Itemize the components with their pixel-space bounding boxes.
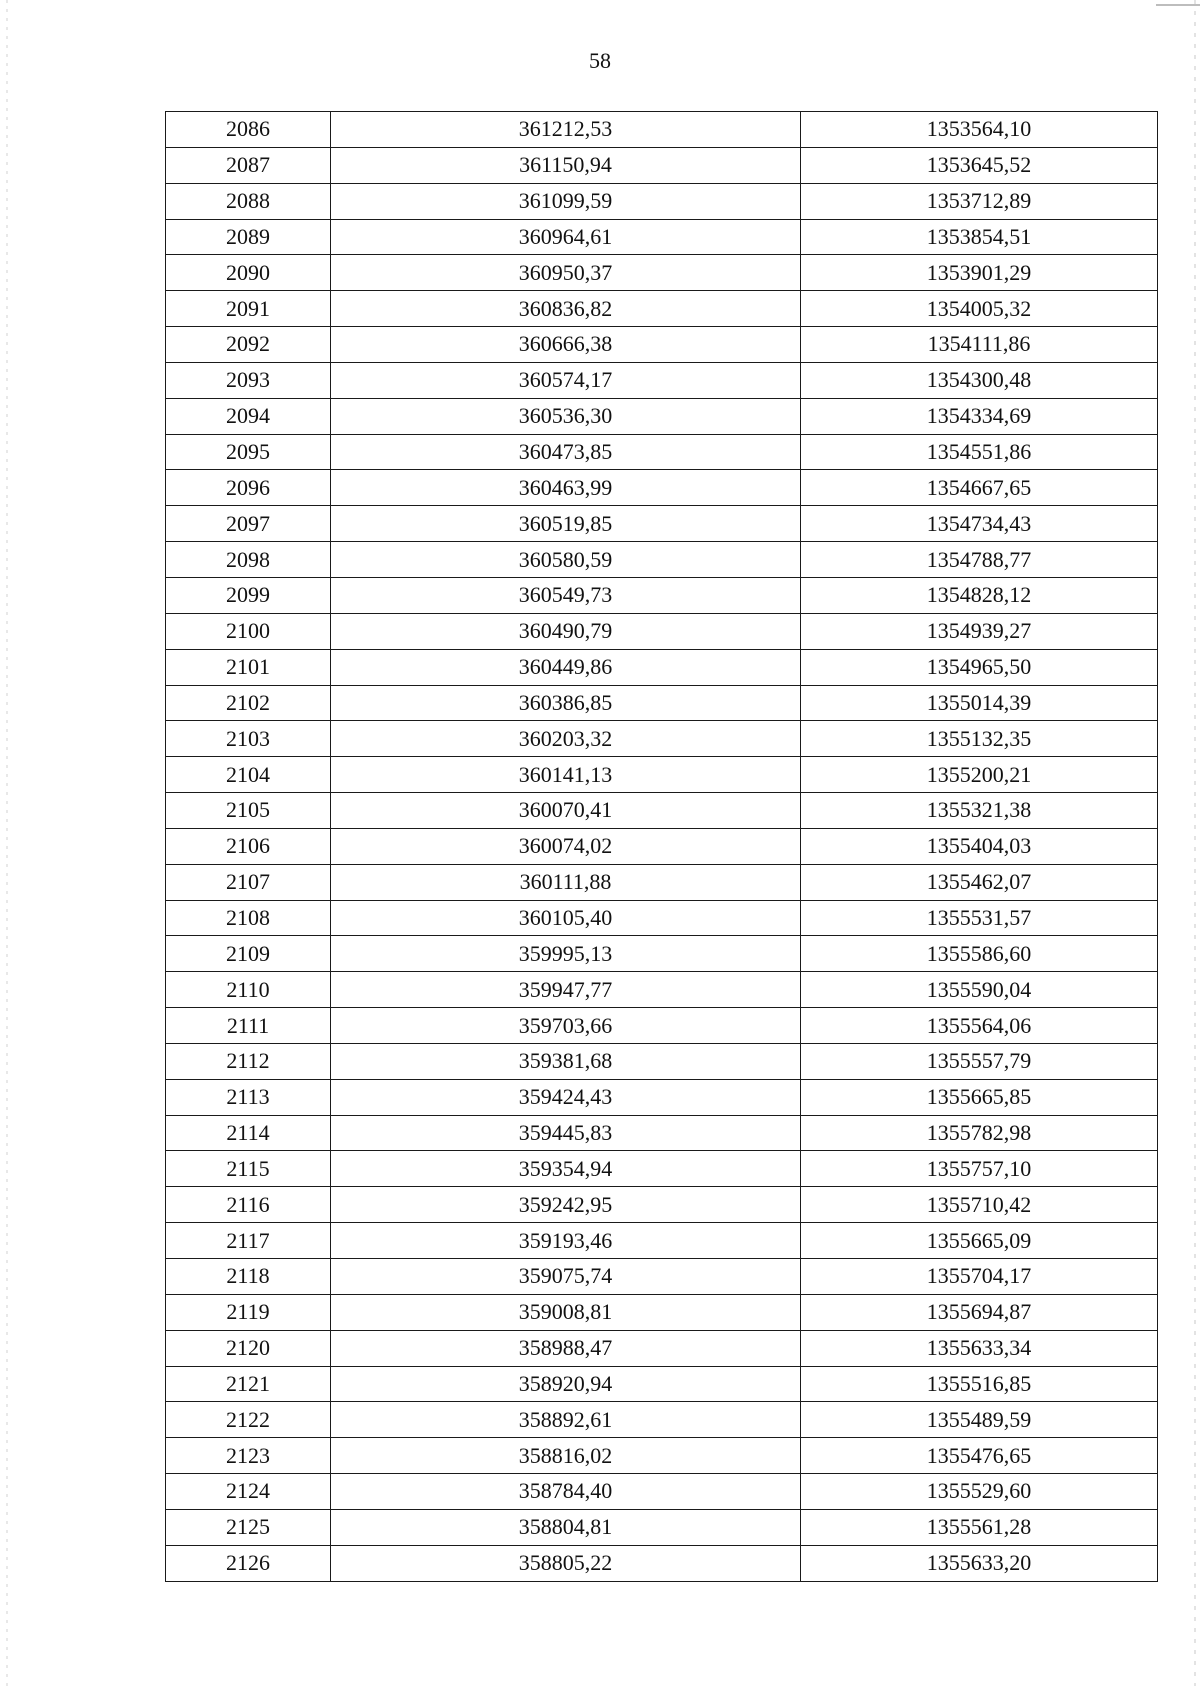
point-number-cell: 2108	[166, 900, 331, 936]
point-number-cell: 2125	[166, 1509, 331, 1545]
table-row	[166, 685, 1158, 721]
y-coordinate-cell: 1355633,34	[801, 1330, 1158, 1366]
y-coordinate-cell: 1354734,43	[801, 506, 1158, 542]
x-coordinate-cell: 359995,13	[331, 936, 801, 972]
x-coordinate-cell: 360964,61	[331, 219, 801, 255]
point-number-cell: 2126	[166, 1545, 331, 1581]
y-coordinate-cell: 1355321,38	[801, 793, 1158, 829]
x-coordinate-cell: 360070,41	[331, 793, 801, 829]
table-row	[166, 1474, 1158, 1510]
coordinates-table-body	[166, 112, 1158, 1582]
table-row	[166, 613, 1158, 649]
table-row	[166, 147, 1158, 183]
x-coordinate-cell: 360519,85	[331, 506, 801, 542]
table-row	[166, 577, 1158, 613]
y-coordinate-cell: 1355462,07	[801, 864, 1158, 900]
y-coordinate-cell: 1354939,27	[801, 613, 1158, 649]
y-coordinate-cell: 1355704,17	[801, 1259, 1158, 1295]
x-coordinate-cell: 358784,40	[331, 1474, 801, 1510]
table-row	[166, 972, 1158, 1008]
x-coordinate-cell: 359703,66	[331, 1008, 801, 1044]
y-coordinate-cell: 1355665,09	[801, 1223, 1158, 1259]
point-number-cell: 2087	[166, 147, 331, 183]
point-number-cell: 2122	[166, 1402, 331, 1438]
x-coordinate-cell: 359424,43	[331, 1079, 801, 1115]
table-row	[166, 900, 1158, 936]
point-number-cell: 2116	[166, 1187, 331, 1223]
y-coordinate-cell: 1355710,42	[801, 1187, 1158, 1223]
y-coordinate-cell: 1355782,98	[801, 1115, 1158, 1151]
table-row	[166, 1438, 1158, 1474]
point-number-cell: 2110	[166, 972, 331, 1008]
table-row	[166, 506, 1158, 542]
table-row	[166, 864, 1158, 900]
table-row	[166, 1330, 1158, 1366]
point-number-cell: 2093	[166, 362, 331, 398]
x-coordinate-cell: 360549,73	[331, 577, 801, 613]
x-coordinate-cell: 360580,59	[331, 542, 801, 578]
y-coordinate-cell: 1354965,50	[801, 649, 1158, 685]
point-number-cell: 2102	[166, 685, 331, 721]
point-number-cell: 2095	[166, 434, 331, 470]
x-coordinate-cell: 358804,81	[331, 1509, 801, 1545]
x-coordinate-cell: 358892,61	[331, 1402, 801, 1438]
table-row	[166, 1545, 1158, 1581]
y-coordinate-cell: 1355516,85	[801, 1366, 1158, 1402]
x-coordinate-cell: 360074,02	[331, 828, 801, 864]
y-coordinate-cell: 1355561,28	[801, 1509, 1158, 1545]
y-coordinate-cell: 1355633,20	[801, 1545, 1158, 1581]
point-number-cell: 2091	[166, 291, 331, 327]
point-number-cell: 2097	[166, 506, 331, 542]
y-coordinate-cell: 1353645,52	[801, 147, 1158, 183]
x-coordinate-cell: 361099,59	[331, 183, 801, 219]
point-number-cell: 2111	[166, 1008, 331, 1044]
table-row	[166, 291, 1158, 327]
scan-edge-right	[1194, 0, 1196, 1686]
scan-edge-left	[6, 0, 8, 1686]
table-row	[166, 183, 1158, 219]
x-coordinate-cell: 360105,40	[331, 900, 801, 936]
y-coordinate-cell: 1355757,10	[801, 1151, 1158, 1187]
x-coordinate-cell: 358805,22	[331, 1545, 801, 1581]
x-coordinate-cell: 360490,79	[331, 613, 801, 649]
x-coordinate-cell: 360141,13	[331, 757, 801, 793]
point-number-cell: 2114	[166, 1115, 331, 1151]
x-coordinate-cell: 360666,38	[331, 327, 801, 363]
point-number-cell: 2113	[166, 1079, 331, 1115]
table-row	[166, 112, 1158, 148]
point-number-cell: 2103	[166, 721, 331, 757]
x-coordinate-cell: 360463,99	[331, 470, 801, 506]
table-row	[166, 219, 1158, 255]
point-number-cell: 2123	[166, 1438, 331, 1474]
y-coordinate-cell: 1355200,21	[801, 757, 1158, 793]
x-coordinate-cell: 360950,37	[331, 255, 801, 291]
scan-corner-mark	[1156, 4, 1200, 6]
table-row	[166, 1259, 1158, 1295]
y-coordinate-cell: 1355014,39	[801, 685, 1158, 721]
x-coordinate-cell: 361212,53	[331, 112, 801, 148]
x-coordinate-cell: 360449,86	[331, 649, 801, 685]
table-row	[166, 398, 1158, 434]
y-coordinate-cell: 1353901,29	[801, 255, 1158, 291]
table-row	[166, 1043, 1158, 1079]
point-number-cell: 2088	[166, 183, 331, 219]
point-number-cell: 2094	[166, 398, 331, 434]
x-coordinate-cell: 360473,85	[331, 434, 801, 470]
x-coordinate-cell: 359075,74	[331, 1259, 801, 1295]
page-number: 58	[589, 48, 611, 73]
point-number-cell: 2117	[166, 1223, 331, 1259]
point-number-cell: 2118	[166, 1259, 331, 1295]
point-number-cell: 2090	[166, 255, 331, 291]
x-coordinate-cell: 360203,32	[331, 721, 801, 757]
y-coordinate-cell: 1354334,69	[801, 398, 1158, 434]
table-row	[166, 327, 1158, 363]
table-row	[166, 1079, 1158, 1115]
y-coordinate-cell: 1355132,35	[801, 721, 1158, 757]
y-coordinate-cell: 1355476,65	[801, 1438, 1158, 1474]
point-number-cell: 2105	[166, 793, 331, 829]
x-coordinate-cell: 359354,94	[331, 1151, 801, 1187]
coordinates-table	[165, 111, 1158, 1582]
point-number-cell: 2104	[166, 757, 331, 793]
table-row	[166, 1151, 1158, 1187]
point-number-cell: 2115	[166, 1151, 331, 1187]
table-row	[166, 362, 1158, 398]
y-coordinate-cell: 1355529,60	[801, 1474, 1158, 1510]
point-number-cell: 2124	[166, 1474, 331, 1510]
y-coordinate-cell: 1354551,86	[801, 434, 1158, 470]
x-coordinate-cell: 360536,30	[331, 398, 801, 434]
point-number-cell: 2121	[166, 1366, 331, 1402]
table-row	[166, 542, 1158, 578]
table-row	[166, 1402, 1158, 1438]
point-number-cell: 2106	[166, 828, 331, 864]
x-coordinate-cell: 358988,47	[331, 1330, 801, 1366]
y-coordinate-cell: 1354788,77	[801, 542, 1158, 578]
point-number-cell: 2119	[166, 1294, 331, 1330]
y-coordinate-cell: 1355404,03	[801, 828, 1158, 864]
table-row	[166, 434, 1158, 470]
table-row	[166, 255, 1158, 291]
y-coordinate-cell: 1355665,85	[801, 1079, 1158, 1115]
x-coordinate-cell: 360836,82	[331, 291, 801, 327]
point-number-cell: 2096	[166, 470, 331, 506]
table-row	[166, 1115, 1158, 1151]
table-row	[166, 1187, 1158, 1223]
point-number-cell: 2101	[166, 649, 331, 685]
y-coordinate-cell: 1355564,06	[801, 1008, 1158, 1044]
x-coordinate-cell: 359242,95	[331, 1187, 801, 1223]
table-row	[166, 936, 1158, 972]
point-number-cell: 2086	[166, 112, 331, 148]
x-coordinate-cell: 358816,02	[331, 1438, 801, 1474]
y-coordinate-cell: 1354667,65	[801, 470, 1158, 506]
x-coordinate-cell: 360111,88	[331, 864, 801, 900]
table-row	[166, 1294, 1158, 1330]
table-row	[166, 1509, 1158, 1545]
table-row	[166, 793, 1158, 829]
y-coordinate-cell: 1355694,87	[801, 1294, 1158, 1330]
x-coordinate-cell: 361150,94	[331, 147, 801, 183]
y-coordinate-cell: 1353854,51	[801, 219, 1158, 255]
y-coordinate-cell: 1355489,59	[801, 1402, 1158, 1438]
y-coordinate-cell: 1354300,48	[801, 362, 1158, 398]
point-number-cell: 2120	[166, 1330, 331, 1366]
point-number-cell: 2089	[166, 219, 331, 255]
x-coordinate-cell: 359445,83	[331, 1115, 801, 1151]
y-coordinate-cell: 1354005,32	[801, 291, 1158, 327]
table-row	[166, 828, 1158, 864]
point-number-cell: 2098	[166, 542, 331, 578]
y-coordinate-cell: 1353564,10	[801, 112, 1158, 148]
x-coordinate-cell: 359381,68	[331, 1043, 801, 1079]
table-row	[166, 721, 1158, 757]
x-coordinate-cell: 359947,77	[331, 972, 801, 1008]
y-coordinate-cell: 1355586,60	[801, 936, 1158, 972]
point-number-cell: 2092	[166, 327, 331, 363]
table-row	[166, 470, 1158, 506]
point-number-cell: 2100	[166, 613, 331, 649]
x-coordinate-cell: 359193,46	[331, 1223, 801, 1259]
table-row	[166, 1366, 1158, 1402]
table-row	[166, 757, 1158, 793]
y-coordinate-cell: 1353712,89	[801, 183, 1158, 219]
y-coordinate-cell: 1355531,57	[801, 900, 1158, 936]
x-coordinate-cell: 359008,81	[331, 1294, 801, 1330]
point-number-cell: 2099	[166, 577, 331, 613]
point-number-cell: 2109	[166, 936, 331, 972]
y-coordinate-cell: 1355590,04	[801, 972, 1158, 1008]
x-coordinate-cell: 360386,85	[331, 685, 801, 721]
point-number-cell: 2107	[166, 864, 331, 900]
y-coordinate-cell: 1354111,86	[801, 327, 1158, 363]
table-row	[166, 649, 1158, 685]
y-coordinate-cell: 1355557,79	[801, 1043, 1158, 1079]
table-row	[166, 1008, 1158, 1044]
x-coordinate-cell: 358920,94	[331, 1366, 801, 1402]
x-coordinate-cell: 360574,17	[331, 362, 801, 398]
table-row	[166, 1223, 1158, 1259]
y-coordinate-cell: 1354828,12	[801, 577, 1158, 613]
point-number-cell: 2112	[166, 1043, 331, 1079]
